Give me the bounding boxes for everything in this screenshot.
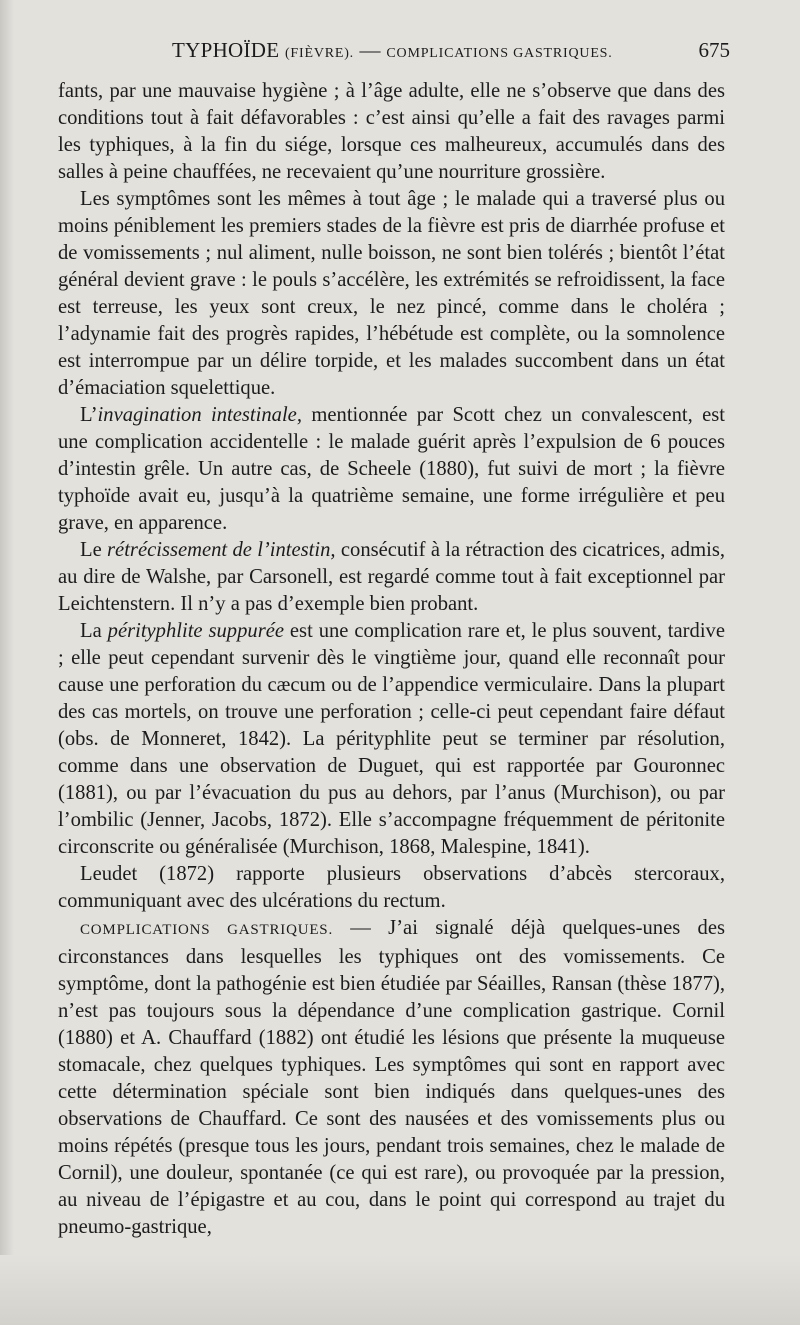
title-section: COMPLICATIONS GASTRIQUES. [386,46,613,61]
paragraph-3-lead: L’ [80,404,98,426]
title-paren: (FIÈVRE). [284,46,354,61]
paragraph-3 [58,402,725,537]
paragraph-4-rest: consécutif à la rétraction des cicatrices, admis, au dire de Walshe, par Carsonell, est regardé comme tout à fait exceptionnel par Leichtenstern. Il n’y a pas d’exemple bien probant. [58,539,725,615]
running-title [172,38,613,63]
section-heading-complications-gastriques: COMPLICATIONS GASTRIQUES. [80,922,333,938]
paragraph-6 [58,861,725,915]
title-main: TYPHOÏDE [172,38,280,62]
term-perityphlite: pérityphlite suppurée [107,620,284,642]
paragraph-2 [58,186,725,402]
running-header [60,38,730,70]
paragraph-7-rest: — J’ai signalé déjà quelques-unes des circonstances dans lesquelles les typhiques ont des vomissements. Ce symptôme, dont la pathogénie est bien étudiée par Séailles, Ransan (thèse 1877), n’est pas toujours sous la dépendance d’une complication gastrique. Cornil (1880) et A. Chauffard (1882) ont étudié les lésions que présente la muqueuse stomacale, chez quelques typhiques. Les symptômes qui sont en rapport avec cette détermination spéciale sont bien indiqués dans quelques-unes des observations de Chauffard. Ce sont des nausées et des vomissements plus ou moins répétés (presque tous les jours, pendant trois semaines, chez le malade de Cornil), une douleur, spontanée (ce qui est rare), ou provoquée par la pression, au niveau de l’épigastre et au cou, dans le point qui correspond au trajet du pneumo-gastrique, [58,917,725,1238]
paragraph-3-rest: mentionnée par Scott chez un convalescent, est une complication accidentelle : le malade guérit après l’expulsion de 6 pouces d’intestin grêle. Un autre cas, de Scheele (1880), fut suivi de mort ; la fièvre typhoïde avait eu, jusqu’à la quatrième semaine, une forme irrégulière et peu grave, en apparence. [58,404,725,534]
paragraph-7 [58,915,725,1241]
title-dash: — [359,38,381,62]
paragraph-6-text: Leudet (1872) rapporte plusieurs observations d’abcès stercoraux, communiquant avec des ulcérations du rectum. [58,863,725,912]
paragraph-5-lead: La [80,620,108,642]
paragraph-4-lead: Le [80,539,108,561]
page-shadow-bottom [0,1255,800,1325]
paragraph-5-rest: est une complication rare et, le plus souvent, tardive ; elle peut cependant survenir dès le vingtième jour, quand elle reconnaît pour cause une perforation du cæcum ou de l’appendice vermiculaire. Dans la plupart des cas mortels, on trouve une perforation ; celle-ci peut cependant faire défaut (obs. de Monneret, 1842). La pérityphlite peut se terminer par résolution, comme dans une observation de Duguet, qui est rapportée par Gouronnec (1881), ou par l’évacuation du pus au dehors, par l’anus (Murchison), ou par l’ombilic (Jenner, Jacobs, 1872). Elle s’accompagne fréquemment de péritonite circonscrite ou généralisée (Murchison, 1868, Malespine, 1841). [58,620,725,858]
paragraph-2-text: Les symptômes sont les mêmes à tout âge ; le malade qui a traversé plus ou moins péniblement les premiers stades de la fièvre est pris de diarrhée profuse et de vomissements ; nul aliment, nulle boisson, ne sont bien tolérés ; bientôt l’état général devient grave : le pouls s’accélère, les extrémités se refroidissent, la face est terreuse, les yeux sont creux, le nez pincé, comme dans le choléra ; l’adynamie fait des progrès rapides, l’hébétude est complète, ou la somnolence est interrompue par un délire torpide, et les malades succombent dans un état d’émaciation squelettique. [58,188,725,399]
body-text [58,78,725,1241]
page-number: 675 [698,38,730,62]
paragraph-1 [58,78,725,186]
paragraph-4 [58,537,725,618]
paragraph-5 [58,618,725,861]
paragraph-1-text: fants, par une mauvaise hygiène ; à l’âge adulte, elle ne s’observe que dans des conditions tout à fait défavorables : c’est ainsi qu’elle a fait des ravages parmi les typhiques, à la fin du siége, lorsque ces malheureux, accumulés dans des salles à peine chauffées, ne recevaient qu’une nourriture grossière. [58,80,725,183]
term-retrecissement: rétrécissement de l’intestin, [107,539,336,561]
term-invagination: invagination intestinale, [97,404,302,426]
page-shadow-left [0,0,14,1325]
